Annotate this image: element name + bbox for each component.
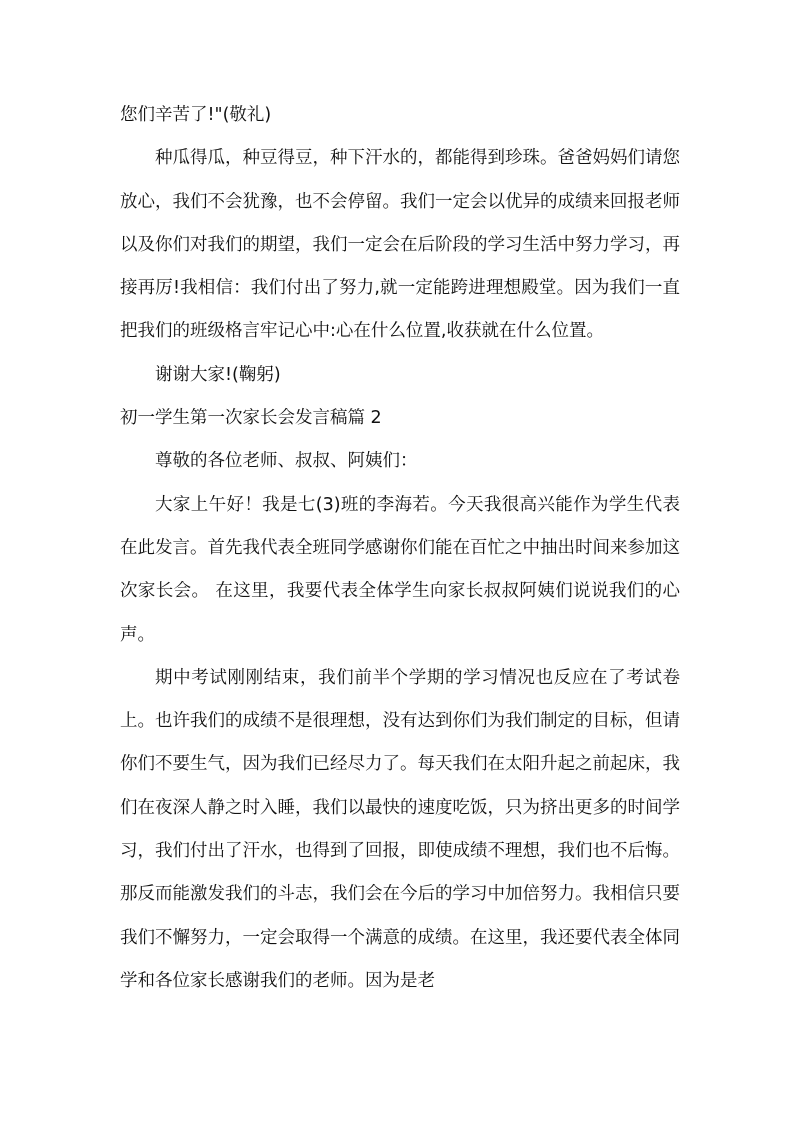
paragraph-salutation: 尊敬的各位老师、叔叔、阿姨们：	[155, 451, 418, 472]
paragraph-thanks: 谢谢大家!(鞠躬)	[155, 364, 281, 385]
section-heading: 初一学生第一次家长会发言稿篇 2	[120, 408, 382, 429]
document-body	[120, 94, 680, 1003]
paragraph-exam-reflection: 期中考试刚刚结束，我们前半个学期的学习情况也反应在了考试卷上。也许我们的成绩不是很理想，没有达到你们为我们制定的目标，但请你们不要生气，因为我们已经尽力了。每天我们在太阳升起之前起床，我们在夜深人静之时入睡，我们以最快的速度吃饭，只为挤出更多的时间学习，我们付出了汗水，也得到了回报，即使成绩不理想，我们也不后悔。那反而能激发我们的斗志，我们会在今后的学习中加倍努力。我相信只要我们不懈努力，一定会取得一个满意的成绩。在这里，我还要代表全体同学和各位家长感谢我们的老师。因为是老	[120, 667, 680, 991]
paragraph-closing-line: 您们辛苦了!"(敬礼)	[120, 105, 272, 125]
paragraph-introduction: 大家上午好！我是七(3)班的李海若。今天我很高兴能作为学生代表在此发言。首先我代表全班同学感谢你们能在百忙之中抽出时间来参加这次家长会。 在这里，我要代表全体学生向家长叔叔阿姨们说说我们的心声。	[120, 494, 680, 645]
paragraph-promise: 种瓜得瓜，种豆得豆，种下汗水的，都能得到珍珠。爸爸妈妈们请您放心，我们不会犹豫，也不会停留。我们一定会以优异的成绩来回报老师以及你们对我们的期望，我们一定会在后阶段的学习生活中努力学习，再接再厉!我相信：我们付出了努力,就一定能跨进理想殿堂。因为我们一直把我们的班级格言牢记心中:心在什么位置,收获就在什么位置。	[120, 148, 680, 342]
